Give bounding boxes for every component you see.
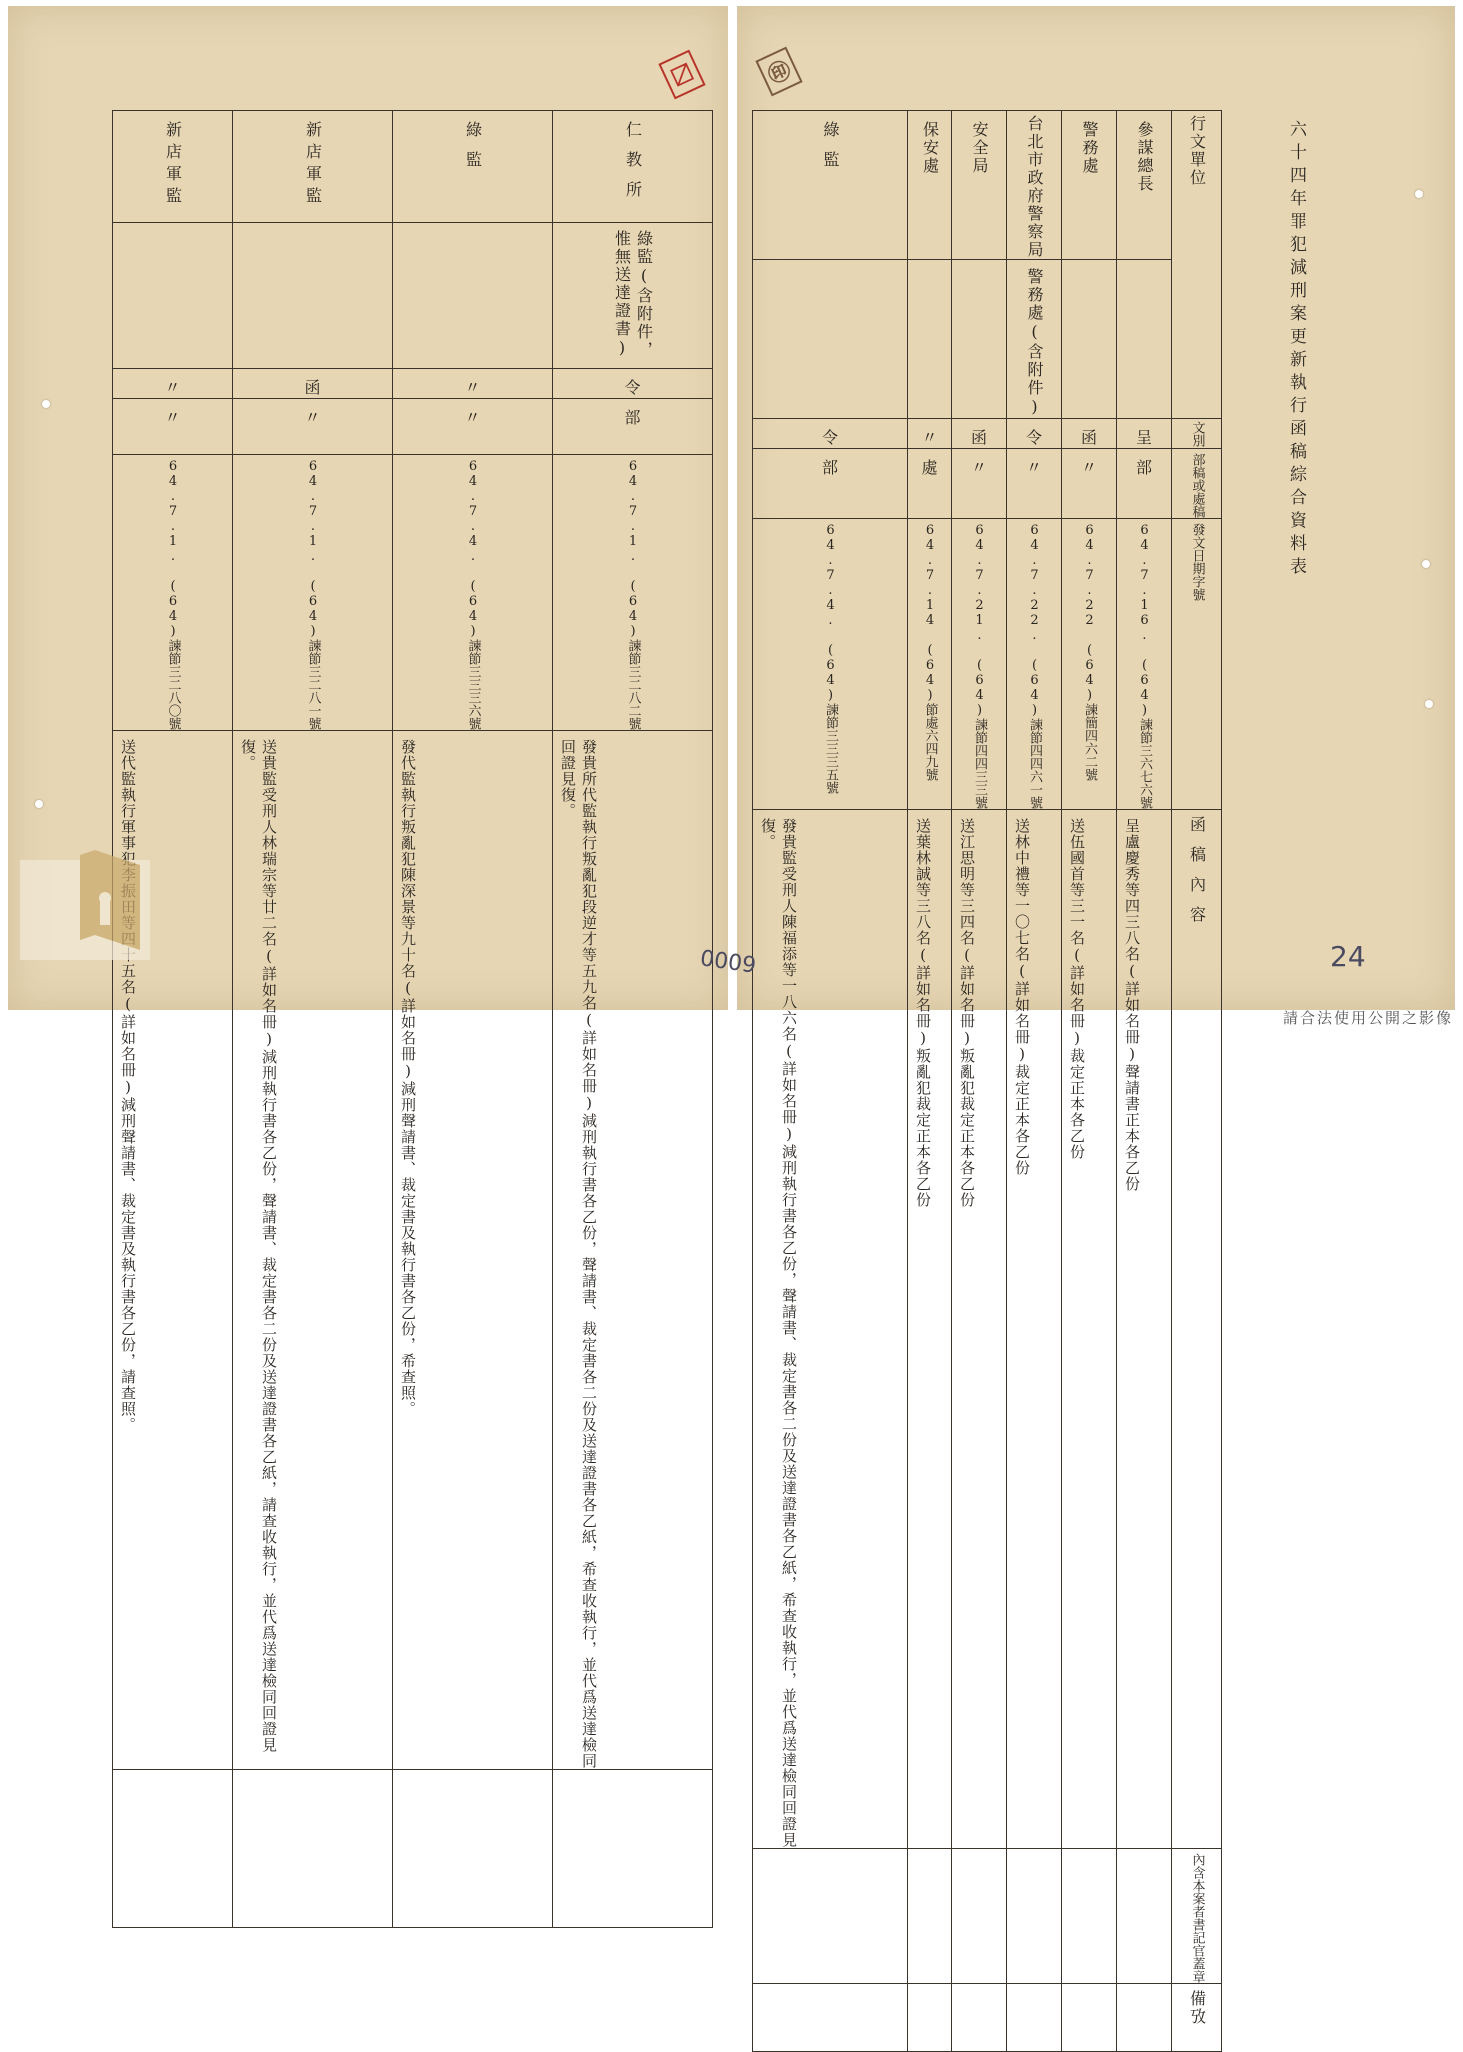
left-content-r2: 送貴監受刑人林瑞宗等廿二名(詳如名冊)減刑執行書各乙份，聲請書、裁定書各二份及送達證書各乙紙，請查收執行，並代爲送達檢同回證見復。 [233,731,393,1770]
left-content-r1: 發代監執行叛亂犯陳深景等九十名(詳如名冊)減刑聲請書、裁定書及執行書各乙份，希查照。 [393,731,553,1770]
left-unit-r2: 新店軍監 [233,111,393,223]
faded-seal-stamp: ㊞ [755,47,802,97]
archive-book-logo [20,840,150,960]
left-dept-r1: 〃 [393,399,553,455]
dept-r2: 〃 [1007,449,1062,519]
left-doc-r0: 令 [553,369,713,399]
left-date-r0: 64.7.1. (64)諫節三二八二號 [553,455,713,731]
date-r1: 64.7.22 (64)諫簡四六二號 [1062,519,1117,810]
left-unit-r3: 新店軍監 [113,111,233,223]
left-dept-r2: 〃 [233,399,393,455]
document-title: 六十四年罪犯減刑案更新執行函稿綜合資料表 [1280,120,1312,620]
cell-copy-r1 [1062,260,1117,419]
date-r3: 64.7.21. (64)諫節四四三三號 [952,519,1007,810]
header-date-no: 發文日期字號 [1172,519,1222,810]
doc-r5: 令 [753,419,908,449]
content-r0: 呈盧慶秀等四三八名(詳如名冊)聲請書正本各乙份 [1117,810,1172,1849]
left-dept-r3: 〃 [113,399,233,455]
content-r1: 送伍國首等三一名(詳如名冊)裁定正本各乙份 [1062,810,1117,1849]
date-r0: 64.7.16. (64)諫節三六七六號 [1117,519,1172,810]
doc-r4: 〃 [908,419,952,449]
date-r4: 64.7.14 (64)節處六四九號 [908,519,952,810]
header-clerk: 內含本案者書記官蓋章 [1172,1849,1222,1984]
left-date-r3: 64.7.1. (64)諫節三二八〇號 [113,455,233,731]
punch-hole [1425,700,1433,708]
cell-unit-r1: 警務處 [1062,111,1117,260]
cell-copy-r0 [1117,260,1172,419]
red-seal-stamp: 〼 [658,50,705,100]
handwritten-sheet-number: 24 [1330,940,1366,973]
left-content-r0: 發貴所代監執行叛亂犯段逆才等五九名(詳如名冊)減刑執行書各乙份，聲請書、裁定書各二份及送達證書各乙紙，希查收執行，並代爲送達檢同回證見復。 [553,731,713,1770]
header-remarks: 備攷 [1172,1984,1222,2052]
dept-r4: 處 [908,449,952,519]
punch-hole [1415,190,1423,198]
left-unit-r0: 仁教所 [553,111,713,223]
header-dept: 部稿或處稿 [1172,449,1222,519]
left-date-r1: 64.7.4. (64)諫節三三三六號 [393,455,553,731]
content-r4: 送葉林誠等三八名(詳如名冊)叛亂犯裁定正本各乙份 [908,810,952,1849]
cell-unit-r2: 台北市政府警察局 [1007,111,1062,260]
doc-r1: 函 [1062,419,1117,449]
cell-copy-r4 [908,260,952,419]
doc-r0: 呈 [1117,419,1172,449]
header-content: 函稿內容 [1172,810,1222,1849]
cell-unit-r4: 保安處 [908,111,952,260]
left-copy-r0: 綠監(含附件，惟無送達證書) [553,223,713,369]
cell-copy-r3 [952,260,1007,419]
date-r2: 64.7.22. (64)諫節四四六一號 [1007,519,1062,810]
cell-copy-r2: 警務處(含附件) [1007,260,1062,419]
date-r5: 64.7.4. (64)諫節三三三五號 [753,519,908,810]
dept-r5: 部 [753,449,908,519]
right-table [752,110,1273,2052]
cell-unit-r5: 綠監 [753,111,908,260]
dept-r0: 部 [1117,449,1172,519]
punch-hole [1422,560,1430,568]
dept-r3: 〃 [952,449,1007,519]
content-r5: 發貴監受刑人陳福添等一八六名(詳如名冊)減刑執行書各乙份，聲請書、裁定書各二份及送達證書各乙紙，希查收執行，並代爲送達檢同回證見復。 [753,810,908,1849]
left-date-r2: 64.7.1. (64)諫節三二八一號 [233,455,393,731]
left-doc-r1: 〃 [393,369,553,399]
header-doc-type: 文別 [1172,419,1222,449]
left-unit-r1: 綠監 [393,111,553,223]
footer-watermark: 請合法使用公開之影像 [1283,1007,1453,1028]
handwritten-page-number: 0009 [699,946,758,979]
content-r2: 送林中禮等一〇七名(詳如名冊)裁定正本各乙份 [1007,810,1062,1849]
dept-r1: 〃 [1062,449,1117,519]
doc-r3: 函 [952,419,1007,449]
doc-r2: 令 [1007,419,1062,449]
cell-copy-r5 [753,260,908,419]
left-content-r3: 送代監執行軍事犯李振田等四十五名(詳如名冊)減刑聲請書、裁定書及執行書各乙份，請查照。 [113,731,233,1770]
content-r3: 送江思明等三四名(詳如名冊)叛亂犯裁定正本各乙份 [952,810,1007,1849]
cell-unit-r3: 安全局 [952,111,1007,260]
punch-hole [42,400,50,408]
left-doc-r3: 〃 [113,369,233,399]
header-unit: 行文單位 [1172,111,1222,419]
cell-unit-r0: 參謀總長 [1117,111,1172,260]
left-dept-r0: 部 [553,399,713,455]
left-doc-r2: 函 [233,369,393,399]
left-table [112,110,713,1928]
punch-hole [35,800,43,808]
